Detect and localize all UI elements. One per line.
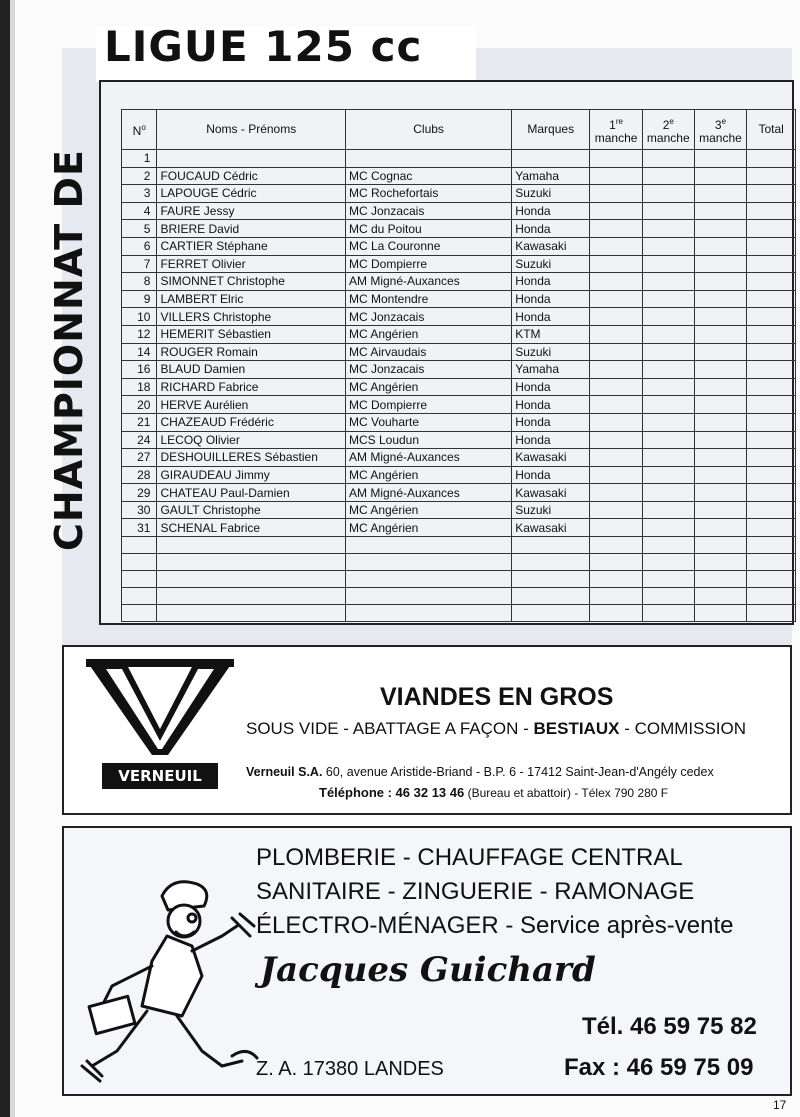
rider-number: 1 [122,150,157,168]
rider-club: MC La Couronne [345,237,511,255]
empty-cell [157,605,346,622]
total-cell [747,431,796,449]
rider-club: MC Angérien [345,466,511,484]
manche-1-cell [590,449,643,467]
manche-3-cell [694,202,747,220]
rider-club: MC Cognac [345,167,511,185]
table-row [122,308,796,326]
empty-table-row [122,571,796,588]
manche-2-cell [642,501,694,519]
rider-number: 21 [122,413,157,431]
empty-cell [694,588,747,605]
manche-2-cell [642,413,694,431]
rider-brand: Suzuki [512,255,590,273]
rider-number: 10 [122,308,157,326]
rider-brand: Honda [512,431,590,449]
empty-cell [512,571,590,588]
empty-cell [642,554,694,571]
rider-club: MC Angérien [345,501,511,519]
manche-1-cell [590,167,643,185]
table-row [122,378,796,396]
rider-name: LECOQ Olivier [157,431,346,449]
rider-brand: Honda [512,466,590,484]
empty-cell [747,605,796,622]
manche-2-cell [642,396,694,414]
total-cell [747,466,796,484]
rider-name: CHATEAU Paul-Damien [157,484,346,502]
empty-cell [747,588,796,605]
total-cell [747,361,796,379]
total-cell [747,185,796,203]
empty-cell [122,571,157,588]
rider-name: FOUCAUD Cédric [157,167,346,185]
rider-number: 27 [122,449,157,467]
total-cell [747,396,796,414]
rider-name: RICHARD Fabrice [157,378,346,396]
empty-cell [345,571,511,588]
plomberie-tel: Tél. 46 59 75 82 [582,1013,757,1040]
manche-3-cell [694,167,747,185]
rider-brand: Kawasaki [512,484,590,502]
rider-name: BLAUD Damien [157,361,346,379]
rider-name [157,150,346,168]
empty-cell [590,554,643,571]
empty-cell [747,571,796,588]
manche-1-cell [590,466,643,484]
rider-club [345,150,511,168]
header-club: Clubs [345,110,511,150]
rider-brand: Kawasaki [512,519,590,537]
manche-3-cell [694,378,747,396]
rider-brand: Honda [512,396,590,414]
manche-2-cell [642,361,694,379]
rider-club: MC Vouharte [345,413,511,431]
manche-1-cell [590,396,643,414]
manche-1-cell [590,484,643,502]
empty-cell [345,554,511,571]
rider-brand: Yamaha [512,167,590,185]
empty-cell [157,571,346,588]
manche-1-cell [590,220,643,238]
rider-club: MC Jonzacais [345,361,511,379]
manche-2-cell [642,150,694,168]
page-number: 17 [773,1098,787,1112]
rider-club: AM Migné-Auxances [345,484,511,502]
manche-2-cell [642,167,694,185]
empty-cell [345,605,511,622]
manche-3-cell [694,449,747,467]
manche-3-cell [694,501,747,519]
empty-cell [345,537,511,554]
rider-brand: Yamaha [512,361,590,379]
ad-viandes [62,645,792,815]
manche-3-cell [694,396,747,414]
rider-brand [512,150,590,168]
plomberie-line-3: ÉLECTRO-MÉNAGER - Service après-vente [256,912,734,939]
rider-club: AM Migné-Auxances [345,273,511,291]
rider-number: 20 [122,396,157,414]
manche-1-cell [590,308,643,326]
plomberie-signature: Jacques Guichard [260,950,596,990]
rider-brand: Kawasaki [512,237,590,255]
empty-cell [122,605,157,622]
rider-name: SCHENAL Fabrice [157,519,346,537]
empty-cell [512,588,590,605]
rider-brand: Honda [512,290,590,308]
rider-number: 18 [122,378,157,396]
manche-1-cell [590,150,643,168]
table-row [122,150,796,168]
table-row [122,431,796,449]
rider-brand: Kawasaki [512,449,590,467]
empty-cell [590,537,643,554]
rider-number: 5 [122,220,157,238]
side-title [40,80,98,620]
manche-3-cell [694,185,747,203]
table-row [122,501,796,519]
manche-1-cell [590,378,643,396]
table-row [122,413,796,431]
manche-1-cell [590,202,643,220]
manche-1-cell [590,361,643,379]
rider-brand: Honda [512,273,590,291]
table-row [122,220,796,238]
empty-table-row [122,588,796,605]
manche-3-cell [694,431,747,449]
manche-2-cell [642,449,694,467]
rider-number: 2 [122,167,157,185]
total-cell [747,273,796,291]
results-table-frame [99,80,794,625]
table-header-row [122,110,796,150]
rider-number: 8 [122,273,157,291]
empty-table-row [122,554,796,571]
manche-1-cell [590,325,643,343]
rider-number: 6 [122,237,157,255]
manche-2-cell [642,378,694,396]
rider-club: MC du Poitou [345,220,511,238]
empty-cell [590,605,643,622]
rider-name: GAULT Christophe [157,501,346,519]
manche-3-cell [694,273,747,291]
rider-club: MC Jonzacais [345,202,511,220]
empty-cell [642,605,694,622]
table-row [122,361,796,379]
plomberie-address: Z. A. 17380 LANDES [256,1058,444,1080]
total-cell [747,325,796,343]
viandes-services: SOUS VIDE - ABATTAGE A FAÇON - BESTIAUX - COMMISSION [246,719,747,738]
rider-club: MC Dompierre [345,255,511,273]
header-total: Total [747,110,796,150]
rider-club: MC Angérien [345,325,511,343]
manche-2-cell [642,237,694,255]
viandes-phone: Téléphone : 46 32 13 46 (Bureau et abattoir) - Télex 790 280 F [319,785,669,800]
manche-3-cell [694,466,747,484]
side-title-text: CHAMPIONNAT DE [47,149,91,551]
rider-number: 31 [122,519,157,537]
empty-cell [122,554,157,571]
empty-cell [157,554,346,571]
manche-2-cell [642,466,694,484]
rider-club: MC Angérien [345,519,511,537]
manche-3-cell [694,325,747,343]
manche-2-cell [642,431,694,449]
results-table [121,109,796,622]
empty-cell [157,537,346,554]
ligue-title: LIGUE 125 cc [104,22,423,71]
manche-3-cell [694,361,747,379]
rider-name: BRIERE David [157,220,346,238]
rider-name: SIMONNET Christophe [157,273,346,291]
plomberie-line-1: PLOMBERIE - CHAUFFAGE CENTRAL [256,844,683,871]
manche-3-cell [694,220,747,238]
manche-2-cell [642,343,694,361]
header-num: $N^o$ [122,110,157,150]
table-body [122,150,796,622]
rider-number: 30 [122,501,157,519]
rider-brand: Honda [512,308,590,326]
table-row [122,290,796,308]
verneuil-logo-text: VERNEUIL [102,763,218,789]
total-cell [747,255,796,273]
total-cell [747,378,796,396]
rider-brand: Honda [512,413,590,431]
rider-name: VILLERS Christophe [157,308,346,326]
empty-table-row [122,537,796,554]
rider-number: 9 [122,290,157,308]
total-cell [747,449,796,467]
rider-number: 28 [122,466,157,484]
total-cell [747,308,796,326]
total-cell [747,150,796,168]
empty-cell [642,571,694,588]
total-cell [747,167,796,185]
manche-2-cell [642,519,694,537]
manche-1-cell [590,255,643,273]
rider-name: FAURE Jessy [157,202,346,220]
manche-1-cell [590,519,643,537]
rider-club: MC Airvaudais [345,343,511,361]
header-name: Noms - Prénoms [157,110,346,150]
manche-1-cell [590,185,643,203]
empty-cell [694,554,747,571]
rider-brand: Honda [512,220,590,238]
header-brand: Marques [512,110,590,150]
empty-table-row [122,605,796,622]
empty-cell [642,537,694,554]
table-row [122,343,796,361]
manche-1-cell [590,273,643,291]
rider-number: 12 [122,325,157,343]
total-cell [747,413,796,431]
manche-3-cell [694,484,747,502]
rider-club: MC Jonzacais [345,308,511,326]
manche-2-cell [642,185,694,203]
rider-brand: Suzuki [512,185,590,203]
table-row [122,273,796,291]
manche-1-cell [590,431,643,449]
empty-cell [122,588,157,605]
plomberie-fax: Fax : 46 59 75 09 [564,1054,754,1081]
rider-brand: Honda [512,202,590,220]
empty-cell [512,554,590,571]
manche-2-cell [642,484,694,502]
manche-2-cell [642,325,694,343]
rider-club: MCS Loudun [345,431,511,449]
ad-plomberie [62,826,792,1096]
manche-3-cell [694,150,747,168]
rider-number: 14 [122,343,157,361]
table-row [122,185,796,203]
table-row [122,519,796,537]
manche-3-cell [694,237,747,255]
rider-brand: KTM [512,325,590,343]
header-manche-1: 1re manche [590,110,643,150]
total-cell [747,290,796,308]
manche-1-cell [590,413,643,431]
empty-cell [747,554,796,571]
empty-cell [694,605,747,622]
rider-name: HERVE Aurélien [157,396,346,414]
manche-2-cell [642,202,694,220]
total-cell [747,202,796,220]
plumber-illustration [72,866,282,1096]
rider-brand: Suzuki [512,343,590,361]
manche-2-cell [642,290,694,308]
rider-brand: Honda [512,378,590,396]
rider-name: LAPOUGE Cédric [157,185,346,203]
rider-number: 7 [122,255,157,273]
empty-cell [642,588,694,605]
total-cell [747,519,796,537]
rider-name: LAMBERT Elric [157,290,346,308]
table-row [122,237,796,255]
empty-cell [590,571,643,588]
manche-1-cell [590,237,643,255]
rider-name: CARTIER Stéphane [157,237,346,255]
empty-cell [345,588,511,605]
viandes-address: Verneuil S.A. 60, avenue Aristide-Briand - B.P. 6 - 17412 Saint-Jean-d'Angély cedex [246,765,714,779]
empty-cell [694,571,747,588]
table-row [122,325,796,343]
viandes-title: VIANDES EN GROS [380,683,614,711]
manche-2-cell [642,308,694,326]
manche-1-cell [590,290,643,308]
manche-1-cell [590,501,643,519]
table-row [122,202,796,220]
empty-cell [122,537,157,554]
empty-cell [157,588,346,605]
total-cell [747,484,796,502]
verneuil-v-logo [86,659,234,757]
total-cell [747,220,796,238]
left-page-edge [0,0,10,1117]
header-manche-3: 3e manche [694,110,747,150]
rider-club: MC Rochefortais [345,185,511,203]
rider-club: MC Angérien [345,378,511,396]
total-cell [747,237,796,255]
manche-1-cell [590,343,643,361]
rider-name: GIRAUDEAU Jimmy [157,466,346,484]
rider-number: 16 [122,361,157,379]
rider-number: 29 [122,484,157,502]
empty-cell [590,588,643,605]
empty-cell [694,537,747,554]
manche-3-cell [694,343,747,361]
table-row [122,484,796,502]
rider-number: 24 [122,431,157,449]
table-row [122,255,796,273]
rider-brand: Suzuki [512,501,590,519]
manche-2-cell [642,273,694,291]
manche-3-cell [694,308,747,326]
manche-3-cell [694,519,747,537]
rider-name: CHAZEAUD Frédéric [157,413,346,431]
total-cell [747,343,796,361]
manche-3-cell [694,290,747,308]
rider-club: MC Montendre [345,290,511,308]
table-row [122,449,796,467]
table-row [122,396,796,414]
table-row [122,167,796,185]
manche-2-cell [642,255,694,273]
empty-cell [747,537,796,554]
rider-club: AM Migné-Auxances [345,449,511,467]
manche-3-cell [694,413,747,431]
rider-name: FERRET Olivier [157,255,346,273]
header-manche-2: 2e manche [642,110,694,150]
rider-name: ROUGER Romain [157,343,346,361]
manche-2-cell [642,220,694,238]
rider-number: 3 [122,185,157,203]
rider-name: DESHOUILLERES Sébastien [157,449,346,467]
empty-cell [512,537,590,554]
plomberie-line-2: SANITAIRE - ZINGUERIE - RAMONAGE [256,878,695,905]
rider-number: 4 [122,202,157,220]
rider-name: HEMERIT Sébastien [157,325,346,343]
empty-cell [512,605,590,622]
manche-3-cell [694,255,747,273]
table-row [122,466,796,484]
rider-club: MC Dompierre [345,396,511,414]
total-cell [747,501,796,519]
left-page-shadow [10,0,15,1117]
